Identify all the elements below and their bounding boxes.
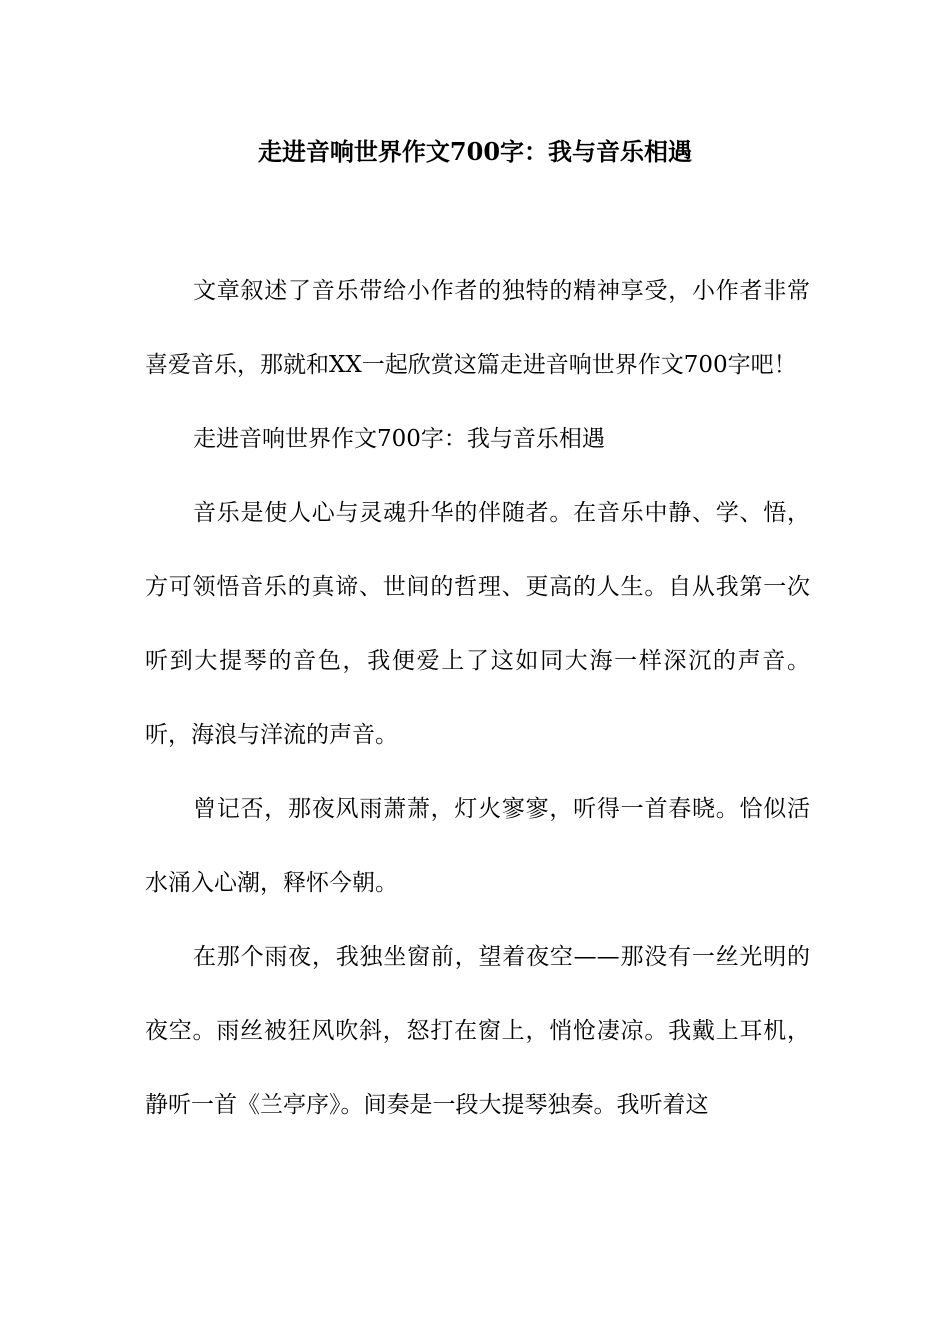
paragraph-music-companion: 音乐是使人心与灵魂升华的伴随者。在音乐中静、学、悟，方可领悟音乐的真谛、世间的哲理、更高的人生。自从我第一次听到大提琴的音色，我便爱上了这如同大海一样深沉的声音。听，海浪与洋流的声音。: [145, 500, 810, 748]
paragraph-by-window: 在那个雨夜，我独坐窗前，望着夜空——那没有一丝光明的夜空。雨丝被狂风吹斜，怒打在窗上，悄怆凄凉。我戴上耳机，静听一首《兰亭序》。间奏是一段大提琴独奏。我听着这: [145, 944, 810, 1118]
document-body: [145, 254, 810, 1142]
document-title: 走进音响世界作文700字：我与音乐相遇: [257, 137, 693, 166]
paragraph-intro: 文章叙述了音乐带给小作者的独特的精神享受，小作者非常喜爱音乐，那就和XX一起欣赏这篇走进音响世界作文700字吧！: [145, 278, 810, 378]
paragraph-rainy-night: 曾记否，那夜风雨萧萧，灯火寥寥，听得一首春晓。恰似活水涌入心潮，释怀今朝。: [145, 796, 810, 896]
paragraph-subtitle: 走进音响世界作文700字：我与音乐相遇: [193, 426, 605, 452]
